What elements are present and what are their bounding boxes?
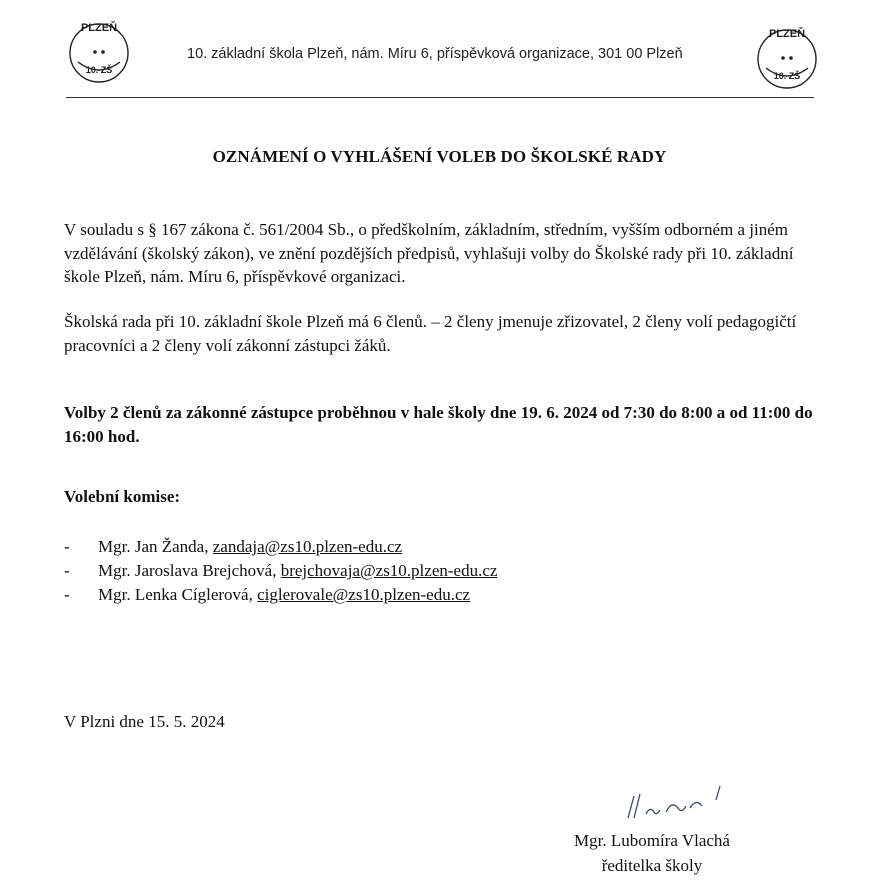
member-email-link[interactable]: brejchovaja@zs10.plzen-edu.cz (280, 561, 498, 580)
commission-heading: Volební komise: (64, 487, 181, 506)
list-dash: - (64, 561, 70, 580)
list-item (64, 560, 497, 584)
logo-number: 10. ZŠ (773, 71, 801, 81)
list-item (64, 584, 497, 608)
member-name: Mgr. Jaroslava Brejchová, (98, 561, 281, 580)
commission-member-list (64, 536, 497, 608)
school-logo-left (64, 16, 134, 86)
handwritten-signature (620, 778, 750, 828)
paragraph-council-composition: Školská rada při 10. základní škole Plzeň má 6 členů. – 2 členy jmenuje zřizovatel, 2 členy volí pedagogičtí pracovníci a 2 členy volí zákonní zástupci žáků. (64, 312, 797, 355)
signatory-block (532, 828, 772, 878)
logo-text: PLZEŇ (80, 22, 118, 34)
member-email-link[interactable]: zandaja@zs10.plzen-edu.cz (212, 537, 403, 556)
member-name: Mgr. Jan Žanda, (98, 537, 213, 556)
list-item (64, 536, 497, 560)
list-dash: - (64, 585, 70, 604)
logo-number: 10. ZŠ (85, 65, 113, 75)
paragraph-election-schedule: Volby 2 členů za zákonné zástupce proběhnou v hale školy dne 19. 6. 2024 od 7:30 do 8:00 a od 11:00 do 16:00 hod. (64, 403, 813, 446)
organization-header: 10. základní škola Plzeň, nám. Míru 6, příspěvková organizace, 301 00 Plzeň (187, 46, 683, 62)
paragraph-legal-basis: V souladu s § 167 zákona č. 561/2004 Sb., o předškolním, základním, středním, vyšším odborném a jiném vzdělávání (školský zákon), ve znění pozdějších předpisů, vyhlašuji volby do Školské rady při 10. základní škole Plzeň, nám. Míru 6, příspěvkové organizaci. (64, 220, 794, 286)
header-divider (66, 97, 814, 98)
school-logo-right (752, 22, 822, 92)
document-title: OZNÁMENÍ O VYHLÁŠENÍ VOLEB DO ŠKOLSKÉ RADY (212, 147, 667, 166)
list-dash: - (64, 537, 70, 556)
member-name: Mgr. Lenka Cíglerová, (98, 585, 258, 604)
member-email-link[interactable]: ciglerovale@zs10.plzen-edu.cz (257, 585, 471, 604)
logo-text: PLZEŇ (768, 28, 806, 40)
signatory-name: Mgr. Lubomíra Vlachá (574, 831, 730, 850)
place-and-date: V Plzni dne 15. 5. 2024 (64, 712, 225, 731)
signatory-role: ředitelka školy (601, 856, 703, 875)
